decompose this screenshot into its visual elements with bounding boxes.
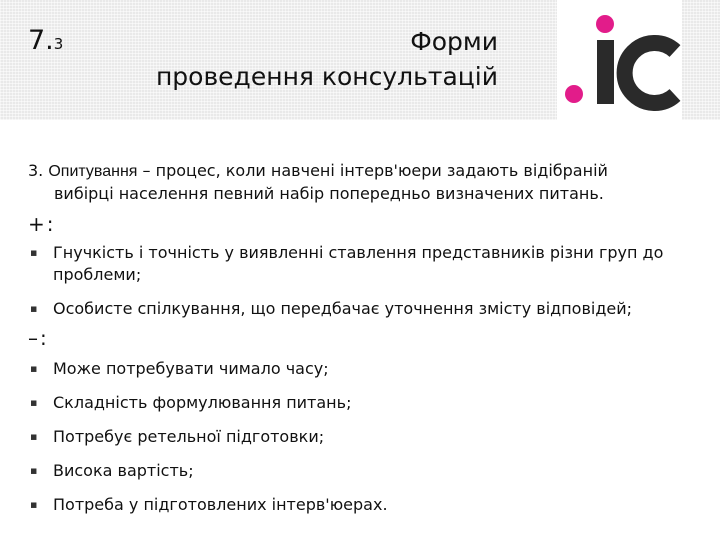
list-item [28, 426, 678, 448]
pros-item-1: Гнучкість і точність у виявленні ставлення представників різни груп до проблеми; [53, 243, 664, 284]
list-item [28, 460, 678, 482]
list-item [28, 242, 678, 286]
bullet-icon: ▪ [30, 246, 38, 259]
logo-top-dot [596, 15, 614, 33]
slide-title [58, 24, 498, 94]
bullet-icon: ▪ [30, 498, 38, 511]
slide-title-line2: проведення консультацій [155, 62, 498, 91]
logo-period-dot [565, 85, 583, 103]
header-band [0, 0, 720, 120]
cons-item-5: Потреба у підготовлених інтерв'юерах. [53, 495, 388, 514]
cons-item-1: Може потребувати чимало часу; [53, 359, 329, 378]
section-number-main: 7. [28, 25, 54, 56]
definition-paragraph [28, 160, 678, 205]
cons-list [28, 358, 678, 516]
slide-title-line1: Форми [410, 27, 498, 56]
bullet-icon: ▪ [30, 430, 38, 443]
definition-term: Опитування [48, 163, 138, 180]
pros-item-2: Особисте спілкування, що передбачає уточнення змісту відповідей; [53, 299, 633, 318]
list-item [28, 392, 678, 414]
list-item [28, 358, 678, 380]
definition-first-line [28, 161, 608, 180]
cons-marker: –: [28, 326, 49, 350]
bullet-icon: ▪ [30, 464, 38, 477]
definition-text-2: вибірці населення певний набір попередньо визначених питань. [54, 184, 604, 203]
pros-list [28, 242, 678, 320]
bullet-icon: ▪ [30, 302, 38, 315]
cons-item-3: Потребує ретельної підготовки; [53, 427, 325, 446]
logo-i-stem [597, 40, 614, 104]
logo-c-letter [625, 43, 675, 103]
section-number-sub: 3 [53, 35, 64, 53]
definition-number: 3. [28, 161, 44, 180]
ic-logo [557, 0, 682, 120]
ic-logo-graphic [557, 0, 682, 120]
pros-marker: +: [28, 212, 56, 236]
cons-item-2: Складність формулювання питань; [53, 393, 352, 412]
definition-text-1: – процес, коли навчені інтерв'юери задають відібраній [137, 161, 608, 180]
cons-item-4: Висока вартість; [53, 461, 194, 480]
bullet-icon: ▪ [30, 362, 38, 375]
slide-content [28, 160, 678, 516]
bullet-icon: ▪ [30, 396, 38, 409]
list-item [28, 494, 678, 516]
list-item [28, 298, 678, 320]
